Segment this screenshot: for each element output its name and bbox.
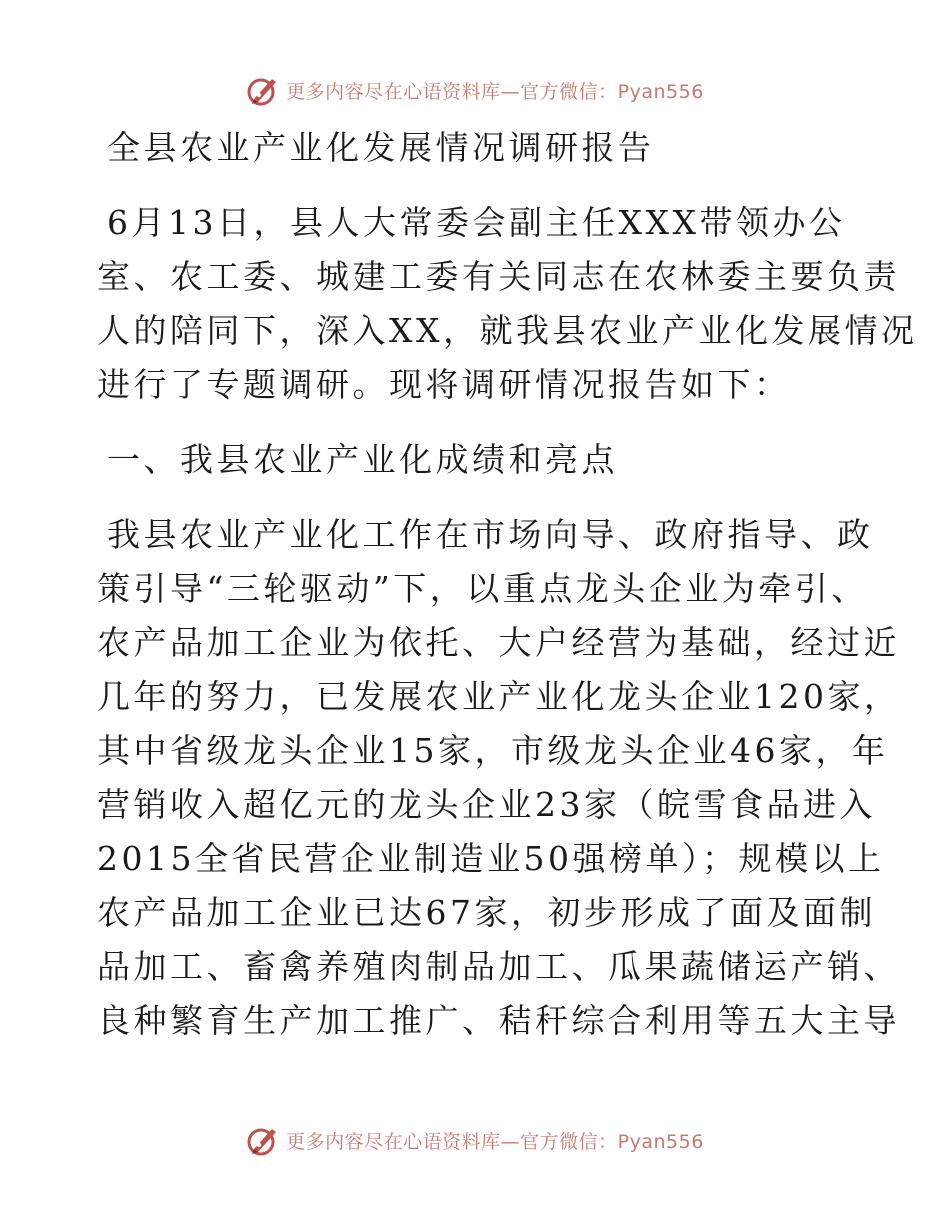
footer-watermark-banner (0, 1120, 950, 1160)
watermark-text: 更多内容尽在心语资料库—官方微信：Pyan556 (286, 1130, 704, 1153)
paragraph-line: 室、农工委、城建工委有关同志在农林委主要负责 (97, 257, 900, 296)
document-title: 全县农业产业化发展情况调研报告 (107, 128, 655, 167)
paragraph-line: 人的陪同下，深入XX，就我县农业产业化发展情况 (97, 311, 918, 350)
pen-logo-icon (246, 1123, 280, 1157)
paragraph-line: 进行了专题调研。现将调研情况报告如下： (97, 365, 791, 404)
section-heading: 一、我县农业产业化成绩和亮点 (107, 440, 618, 479)
watermark-text: 更多内容尽在心语资料库—官方微信：Pyan556 (286, 80, 704, 103)
paragraph-line: 营销收入超亿元的龙头企业23家（皖雪食品进入 (97, 785, 876, 824)
paragraph-line: 我县农业产业化工作在市场向导、政府指导、政 (107, 515, 874, 554)
paragraph-line: 品加工、畜禽养殖肉制品加工、瓜果蔬储运产销、 (97, 947, 900, 986)
paragraph-achievements (97, 508, 901, 1048)
paragraph-line: 几年的努力，已发展农业产业化龙头企业120家， (97, 677, 901, 716)
paragraph-line: 良种繁育生产加工推广、秸秆综合利用等五大主导 (97, 1001, 900, 1040)
paragraph-line: 其中省级龙头企业15家，市级龙头企业46家，年 (97, 731, 889, 770)
header-watermark-banner (0, 70, 950, 110)
paragraph-line: 策引导“三轮驱动”下，以重点龙头企业为牵引、 (97, 569, 868, 608)
paragraph-line: 6月13日，县人大常委会副主任XXX带领办公 (107, 203, 846, 242)
paragraph-line: 农产品加工企业已达67家，初步形成了面及面制 (97, 893, 876, 932)
pen-logo-icon (246, 73, 280, 107)
paragraph-intro (97, 196, 918, 412)
paragraph-line: 农产品加工企业为依托、大户经营为基础，经过近 (97, 623, 900, 662)
document-body (97, 122, 918, 1048)
paragraph-line: 2015全省民营企业制造业50强榜单）；规模以上 (97, 839, 885, 878)
